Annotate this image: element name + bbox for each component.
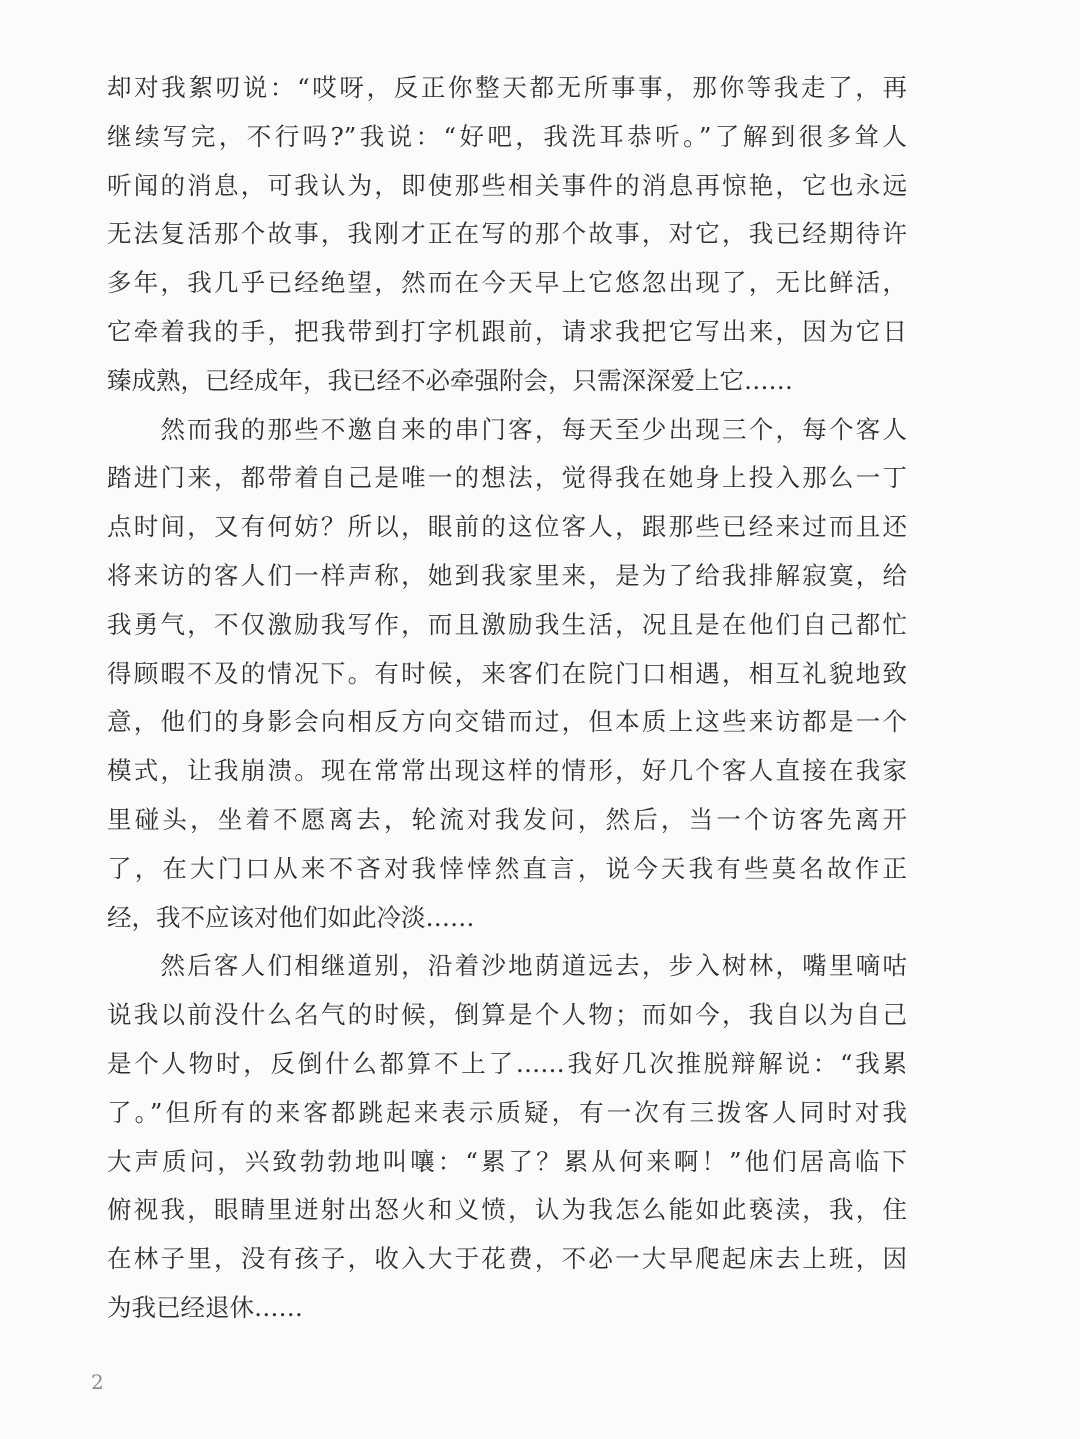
text-line: 俯视我，眼睛里迸射出怒火和义愤，认为我怎么能如此亵渎，我，住: [107, 1195, 907, 1225]
body-text: [107, 64, 907, 1333]
text-line: 然后客人们相继道别，沿着沙地荫道远去，步入树林，嘴里嘀咕: [107, 951, 907, 981]
text-line: 点时间，又有何妨？所以，眼前的这位客人，跟那些已经来过而且还: [107, 512, 907, 542]
text-line: 得顾暇不及的情况下。有时候，来客们在院门口相遇，相互礼貌地致: [107, 658, 907, 688]
text-line: 了。”但所有的来客都跳起来表示质疑，有一次有三拨客人同时对我: [107, 1097, 907, 1127]
text-line: 将来访的客人们一样声称，她到我家里来，是为了给我排解寂寞，给: [107, 560, 907, 590]
text-line: 意，他们的身影会向相反方向交错而过，但本质上这些来访都是一个: [107, 707, 907, 737]
text-line: 在林子里，没有孩子，收入大于花费，不必一大早爬起床去上班，因: [107, 1244, 907, 1274]
text-line: 我勇气，不仅激励我写作，而且激励我生活，况且是在他们自己都忙: [107, 609, 907, 639]
text-line: 臻成熟，已经成年，我已经不必牵强附会，只需深深爱上它……: [107, 365, 793, 395]
text-line: 然而我的那些不邀自来的串门客，每天至少出现三个，每个客人: [107, 414, 907, 444]
text-line: 经，我不应该对他们如此冷淡……: [107, 902, 475, 932]
paragraph-1: [107, 64, 907, 406]
text-line: 听闻的消息，可我认为，即使那些相关事件的消息再惊艳，它也永远: [107, 170, 907, 200]
text-line: 多年，我几乎已经绝望，然而在今天早上它悠忽出现了，无比鲜活，: [107, 268, 907, 298]
page-number: 2: [91, 1370, 104, 1394]
paragraph-3: [107, 942, 907, 1332]
paragraph-2: [107, 406, 907, 943]
text-line: 里碰头，坐着不愿离去，轮流对我发问，然后，当一个访客先离开: [107, 804, 907, 834]
text-line: 踏进门来，都带着自己是唯一的想法，觉得我在她身上投入那么一丁: [107, 463, 907, 493]
text-line: 了，在大门口从来不吝对我悻悻然直言，说今天我有些莫名故作正: [107, 853, 907, 883]
text-line: 大声质问，兴致勃勃地叫嚷：“累了？累从何来啊！”他们居高临下: [107, 1146, 907, 1176]
text-line: 它牵着我的手，把我带到打字机跟前，请求我把它写出来，因为它日: [107, 316, 907, 346]
text-line: 为我已经退休……: [107, 1292, 303, 1322]
text-line: 模式，让我崩溃。现在常常出现这样的情形，好几个客人直接在我家: [107, 756, 907, 786]
text-line: 是个人物时，反倒什么都算不上了……我好几次推脱辩解说：“我累: [107, 1048, 907, 1078]
text-line: 继续写完，不行吗?”我说：“好吧，我洗耳恭听。”了解到很多耸人: [107, 121, 907, 151]
text-line: 却对我絮叨说：“哎呀，反正你整天都无所事事，那你等我走了，再: [107, 73, 907, 102]
text-line: 无法复活那个故事，我刚才正在写的那个故事，对它，我已经期待许: [107, 219, 907, 249]
text-line: 说我以前没什么名气的时候，倒算是个人物；而如今，我自以为自己: [107, 1000, 907, 1030]
